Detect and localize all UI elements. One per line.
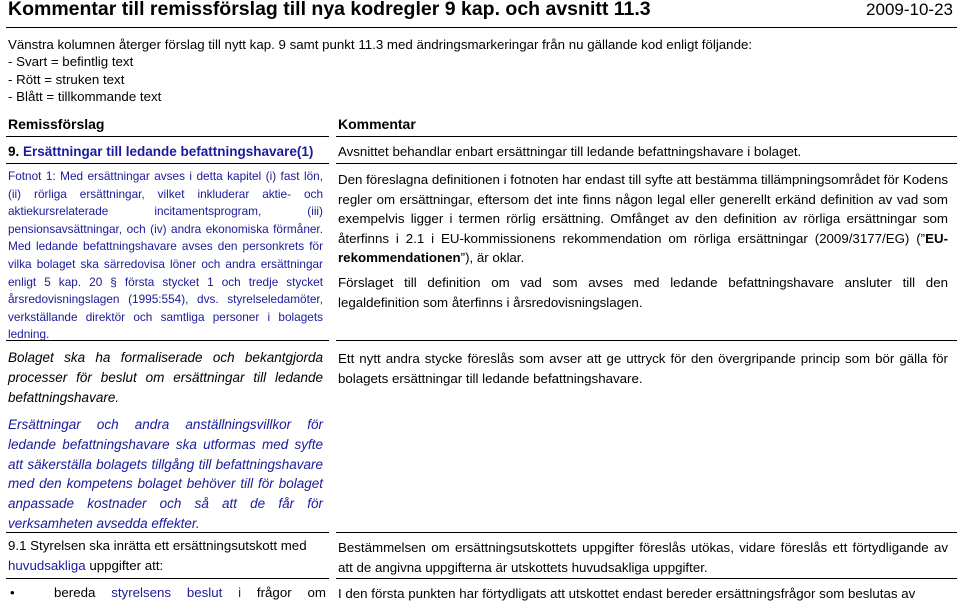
row-rule-3-right: [336, 532, 957, 533]
legend-red: - Rött = struken text: [8, 71, 125, 87]
bullet-1-word-4: i: [238, 585, 242, 600]
document-date: 2009-10-23: [866, 0, 953, 19]
row-rule-3-left: [6, 532, 329, 533]
footnote-marker: (1): [296, 144, 314, 159]
left-heading-rule: [6, 136, 329, 137]
bullet-1-word-2: styrelsens: [111, 585, 172, 600]
section-title: Ersättningar till ledande befattningshavare: [23, 144, 297, 159]
right-column-heading: Kommentar: [338, 116, 416, 132]
comment-definition-part1: Den föreslagna definitionen i fotnoten har endast till syfte att bestämma tillämpningsområdet för Kodens regler om ersättningar, eftersom det inte finns någon legal eller generellt erkänd definition av vad som exempelvis ligger i termen rörlig ersättning. Omfånget av den definition av rörliga ersättningar som återfinns i 2.1 i EU-kommissionens rekommendation om rörliga ersättningar (2009/3177/EG) (”: [338, 172, 948, 246]
legend-black: - Svart = befintlig text: [8, 54, 134, 70]
legend-blue: - Blått = tillkommande text: [8, 88, 162, 104]
comment-committee-tasks: Bestämmelsen om ersättningsutskottets uppgifter föreslås utökas, vidare föreslås ett förtydligande av att de angivna uppgifterna är utskottets huvudsakliga uppgifter.: [338, 540, 948, 575]
clause-bullet-1: [2, 583, 326, 603]
processes-paragraph: Bolaget ska ha formaliserade och bekantgjorda processer för beslut om ersättningar till ledande befattningshavare.: [8, 350, 323, 405]
bullet-1-text: [36, 583, 326, 603]
right-heading-rule: [336, 136, 957, 137]
left-column-heading: Remissförslag: [8, 116, 105, 132]
comment-new-paragraph: Ett nytt andra stycke föreslås som avser att ge uttryck för den övergripande princip som bör gälla för bolagets ersättningar till ledande befattningshavare.: [338, 351, 948, 386]
bullet-1-word-6: om: [307, 585, 326, 600]
intro-text: Vänstra kolumnen återger förslag till nytt kap. 9 samt punkt 11.3 med ändringsmarkeringar från nu gällande kod enligt följande:: [8, 37, 753, 52]
document-title: Kommentar till remissförslag till nya kodregler 9 kap. och avsnitt 11.3: [8, 0, 651, 20]
eu-recommendation-term: EU-rekommendationen: [338, 230, 948, 265]
row-rule-2-left: [6, 340, 329, 341]
row-rule-4-right: [336, 578, 957, 579]
row-rule-1-right: [336, 163, 957, 164]
bullet-1-word-1: bereda: [54, 585, 96, 600]
clause-9-1-text-end: uppgifter att:: [85, 557, 164, 573]
section-heading: [8, 142, 328, 162]
clause-9-1-text: 9.1 Styrelsen ska inrätta ett ersättningsutskott med: [8, 538, 307, 553]
bullet-glyph: •: [10, 585, 15, 600]
intro-block: [8, 36, 752, 105]
comment-definition: [338, 170, 948, 268]
row-rule-1-left: [6, 163, 329, 164]
comment-scope: Avsnittet behandlar enbart ersättningar till ledande befattningshavare i bolaget.: [338, 144, 802, 159]
clause-9-1-added-word: huvudsakliga: [8, 557, 86, 573]
bullet-1-word-3: beslut: [186, 585, 223, 600]
header-divider: [6, 27, 957, 28]
new-principle-paragraph: Ersättningar och andra anställningsvillkor för ledande befattningshavare ska utformas med syfte att säkerställa bolagets tillgång till befattningshavare med den kompetens bolaget behöver till för bolaget anpassade kostnader och så att de får för verksamheten avsedda effekter.: [8, 417, 323, 531]
bullet-1-word-5: frågor: [256, 585, 292, 600]
clause-9-1: [8, 536, 326, 575]
comment-executives-definition: Förslaget till definition om vad som avses med ledande befattningshavare ansluter till den legaldefinition som återfinns i årsredovisningslagen.: [338, 275, 948, 310]
comment-definition-part2: ”), är oklar.: [460, 250, 525, 265]
footnote-text: Fotnot 1: Med ersättningar avses i detta kapitel (i) fast lön, (ii) rörliga ersättningar, vilket inkluderar aktie- och aktiekursrelaterade incitamentsprogram, (iii) pensionsavsättningar, och (iv) andra ekonomiska förmåner. Med ledande befattningshavare avses den personkrets för vilka bolaget ska särredovisa löner och andra ersättningar enligt 5 kap. 20 § första stycket 1 och tredje stycket årsredovisningslagen (1995:554), dvs. styrelseledamöter, verkställande direktör och samtliga personer i bolagets ledning.: [8, 169, 323, 342]
row-rule-2-right: [336, 340, 957, 341]
section-number: 9.: [8, 144, 24, 159]
comment-first-point: I den första punkten har förtydligats att utskottet endast bereder ersättningsfrågor som beslutas av: [338, 586, 916, 601]
row-rule-4-left: [6, 578, 329, 579]
